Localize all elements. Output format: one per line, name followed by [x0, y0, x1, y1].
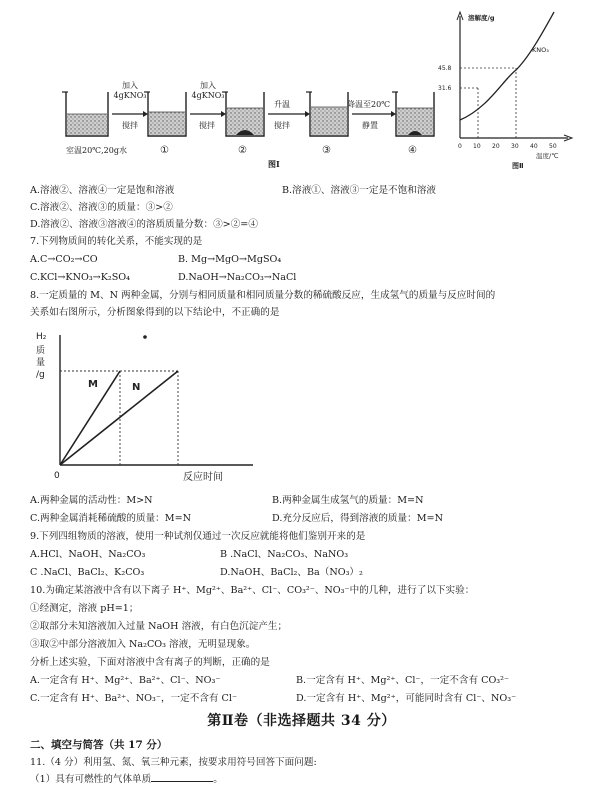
q7-option-d: D.NaOH→Na₂CO₃→NaCl	[178, 272, 297, 283]
fig2-xlabel: 温度/℃	[536, 152, 559, 160]
fig2-caption: 图Ⅱ	[512, 162, 524, 170]
q9-option-d: D.NaOH、BaCl₂、Ba（NO₃）₂	[220, 567, 363, 578]
step2-line3: 搅拌	[199, 121, 215, 130]
figure1-caption: 图Ⅰ	[268, 159, 280, 169]
beaker-label-1: ①	[160, 145, 169, 156]
fig2-ytick-low: 31.6	[438, 85, 452, 92]
q7-stem: 7.下列物质间的转化关系，不能实现的是	[30, 236, 203, 247]
q8-stem-line2: 关系如右图所示，分析图象得到的以下结论中，不正确的是	[30, 307, 280, 318]
step4-line1: 降温至20℃	[347, 100, 391, 109]
q10-step-3: ③取②中部分溶液加入 Na₂CO₃ 溶液，无明显现象。	[30, 639, 256, 650]
q9-stem: 9.下列四组物质的溶液，使用一种试剂仅通过一次反应就能将他们鉴别开来的是	[30, 531, 366, 542]
q10-option-d: D.一定含有 H⁺、Mg²⁺，可能同时含有 Cl⁻、NO₃⁻	[296, 693, 517, 704]
beaker-label-4: ④	[408, 145, 417, 156]
q7-option-c: C.KCl→KNO₃→K₂SO₄	[30, 272, 131, 283]
beaker-label-3: ③	[322, 145, 331, 156]
q11-stem: 11.（4 分）利用氢、氮、氧三种元素，按要求用符号回答下面问题:	[30, 757, 317, 768]
q10-option-c: C.一定含有 H⁺、Ba²⁺、NO₃⁻，一定不含有 Cl⁻	[30, 693, 238, 704]
q8-option-a: A.两种金属的活动性：M>N	[30, 495, 153, 506]
q9-option-b: B .NaCl、Na₂CO₃、NaNO₃	[220, 549, 349, 560]
fig2-ytick-high: 45.8	[438, 65, 452, 72]
arrow-3	[268, 111, 310, 117]
fig2-xtick-10: 10	[473, 143, 481, 150]
q10-step-1: ①经测定，溶液 pH=1；	[30, 603, 139, 614]
q8-option-b: B.两种金属生成氢气的质量：M=N	[272, 495, 424, 506]
q7-option-b: B. Mg→MgO→MgSO₄	[178, 254, 282, 265]
beaker-label-2: ②	[238, 145, 247, 156]
q10-option-b: B.一定含有 H⁺、Mg²⁺、Cl⁻，一定不含有 CO₃²⁻	[296, 675, 510, 686]
start-caption: 室温20℃,20g水	[66, 146, 127, 155]
step3-line1: 升温	[274, 100, 290, 109]
q8-xlabel: 反应时间	[183, 472, 223, 483]
q11-sub1-text: （1）具有可燃性的气体单质	[30, 774, 152, 785]
q10-option-a: A.一定含有 H⁺、Mg²⁺、Ba²⁺、Cl⁻、NO₃⁻	[30, 675, 221, 686]
kno3-curve	[460, 12, 554, 120]
step3-line3: 搅拌	[274, 121, 290, 130]
beaker-4	[392, 92, 434, 136]
q8-ylabel-1: H₂	[36, 332, 47, 342]
step1-line2: 4gKNO₃	[113, 91, 147, 100]
beaker-3	[306, 92, 348, 136]
beaker-start	[62, 92, 108, 136]
q7-option-a: A.C→CO₂→CO	[30, 254, 98, 265]
q6-option-b: B.溶液①、溶液③一定是不饱和溶液	[282, 185, 437, 196]
part2-title: 第Ⅱ卷（非选择题共 34 分）	[207, 713, 396, 729]
section2-title: 二、填空与简答（共 17 分）	[30, 739, 168, 751]
q8-option-d: D.充分反应后，得到溶液的质量：M=N	[272, 513, 443, 524]
beaker-1	[144, 92, 186, 136]
q10-step-2: ②取部分未知溶液加入过量 NaOH 溶液，有白色沉淀产生；	[30, 621, 288, 632]
q11-sub1-blank	[151, 772, 213, 782]
q9-option-c: C .NaCl、BaCl₂、K₂CO₃	[30, 567, 145, 578]
beaker-2	[222, 92, 264, 136]
q11-sub1	[30, 772, 223, 786]
q8-option-c: C.两种金属消耗稀硫酸的质量：M=N	[30, 513, 192, 524]
fig2-series-label: KNO₃	[532, 46, 549, 54]
q9-option-a: A.HCl、NaOH、Na₂CO₃	[30, 549, 146, 560]
q8-stem-line1: 8.一定质量的 M、N 两种金属，分别与相同质量和相同质量分数的稀硫酸反应，生成氢气的质量与反应时间的	[30, 290, 496, 301]
q8-origin: 0	[54, 471, 60, 481]
q8-graph	[28, 325, 258, 490]
q6-option-d: D.溶液②、溶液③溶液④的溶质质量分数：③>②=④	[30, 219, 258, 230]
line-n	[60, 371, 178, 465]
fig2-ylabel: 溶解度/g	[468, 14, 495, 22]
fig2-xtick-30: 30	[511, 143, 519, 150]
q6-option-a: A.溶液②、溶液④一定是饱和溶液	[30, 185, 175, 196]
arrow-2	[190, 111, 226, 117]
q10-stem: 10.为确定某溶液中含有以下离子 H⁺、Mg²⁺、Ba²⁺、Cl⁻、CO₃²⁻、NO₃⁻中的几种，进行了以下实验：	[30, 585, 475, 596]
q6-option-c: C.溶液②、溶液③的质量：③>②	[30, 202, 173, 213]
figure-2-solubility	[438, 8, 578, 170]
q8-ylabel-2: 质	[36, 346, 46, 356]
arrow-1	[112, 111, 148, 117]
fig2-xtick-0: 0	[458, 143, 462, 150]
step4-line3: 静置	[362, 121, 378, 130]
q8-label-m: M	[88, 379, 98, 390]
step2-line2: 4gKNO₃	[191, 91, 225, 100]
q10-ask: 分析上述实验，下面对溶液中含有离子的判断，正确的是	[30, 657, 270, 668]
fig2-xtick-50: 50	[549, 143, 557, 150]
step1-line1: 加入	[122, 81, 138, 90]
q8-ylabel-4: /g	[36, 370, 45, 380]
q8-label-n: N	[132, 382, 141, 393]
stray-dot	[143, 335, 147, 339]
q11-sub1-end: 。	[213, 774, 223, 785]
fig2-xtick-40: 40	[530, 143, 538, 150]
step1-line3: 搅拌	[122, 121, 138, 130]
fig2-xtick-20: 20	[492, 143, 500, 150]
q8-ylabel-3: 量	[36, 358, 46, 368]
step2-line1: 加入	[200, 81, 216, 90]
arrow-4	[352, 111, 396, 117]
